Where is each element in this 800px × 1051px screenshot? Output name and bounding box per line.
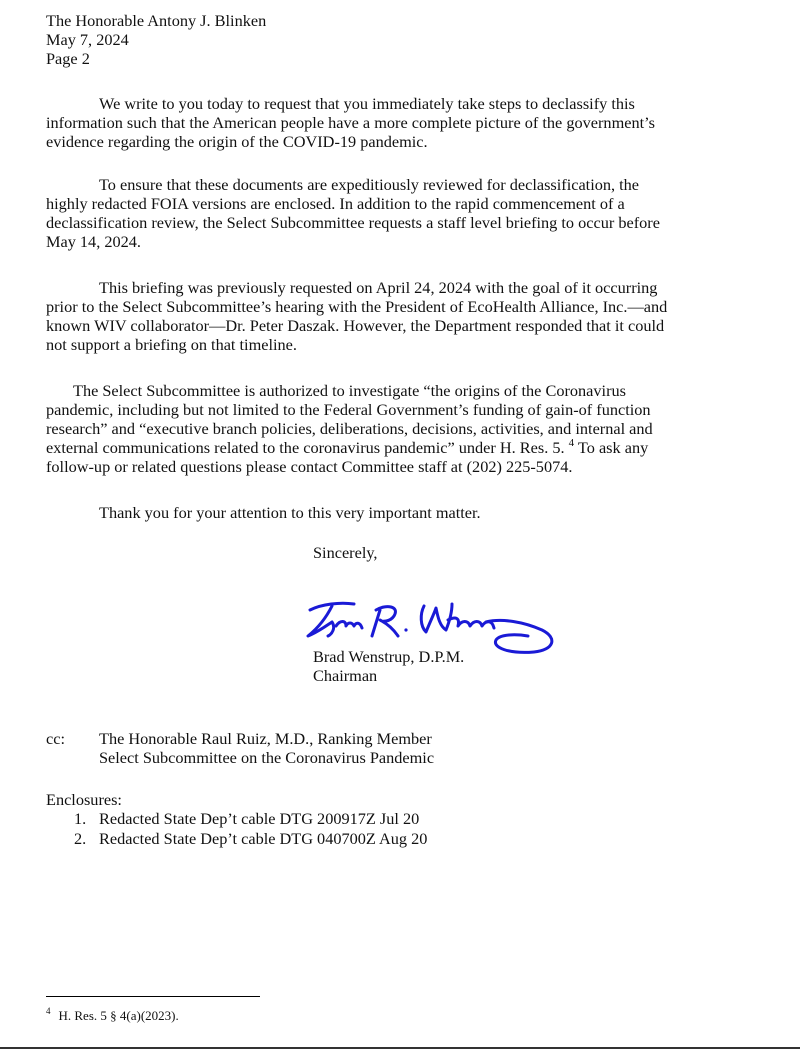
paragraph-2 xyxy=(46,175,746,251)
paragraph-line: May 14, 2024. xyxy=(46,232,141,251)
paragraph-line-tail: To ask any xyxy=(574,438,649,457)
page-number: Page 2 xyxy=(46,49,90,68)
paragraph-line: To ensure that these documents are expeditiously reviewed for declassification, the xyxy=(99,175,640,194)
enclosure-item: Redacted State Dep’t cable DTG 200917Z Jul 20 xyxy=(99,809,420,828)
paragraph-line-with-footnote xyxy=(46,438,746,457)
letter-header xyxy=(46,11,266,68)
footnote-text: H. Res. 5 § 4(a)(2023). xyxy=(58,1008,179,1023)
paragraph-line: We write to you today to request that you immediately take steps to declassify this xyxy=(99,94,635,113)
enclosure-number: 1. xyxy=(74,809,87,828)
closing-line: Thank you for your attention to this very important matter. xyxy=(99,503,481,522)
paragraph-line: evidence regarding the origin of the COVID-19 pandemic. xyxy=(46,132,428,151)
paragraph-4 xyxy=(46,381,746,476)
paragraph-line: known WIV collaborator—Dr. Peter Daszak. However, the Department responded that it could xyxy=(46,316,665,335)
enclosure-number: 2. xyxy=(74,829,87,848)
signer-title: Chairman xyxy=(313,666,378,685)
paragraph-line: declassification review, the Select Subcommittee requests a staff level briefing to occur before xyxy=(46,213,660,232)
recipient-name: The Honorable Antony J. Blinken xyxy=(46,11,267,30)
paragraph-line: follow-up or related questions please contact Committee staff at (202) 225-5074. xyxy=(46,457,573,476)
page-bottom-border xyxy=(0,1047,800,1049)
footnote-separator xyxy=(46,996,260,997)
enclosures-label: Enclosures: xyxy=(46,790,122,809)
paragraph-line: pandemic, including but not limited to the Federal Government’s funding of gain-of function xyxy=(46,400,651,419)
paragraph-line-text: external communications related to the coronavirus pandemic” under H. Res. 5. xyxy=(46,438,565,457)
cc-label: cc: xyxy=(46,729,65,748)
paragraph-line: prior to the Select Subcommittee’s hearing with the President of EcoHealth Alliance, Inc.—and xyxy=(46,297,668,316)
paragraph-line: research” and “executive branch policies, deliberations, decisions, activities, and internal and xyxy=(46,419,653,438)
paragraph-line: The Select Subcommittee is authorized to investigate “the origins of the Coronavirus xyxy=(73,381,626,400)
paragraph-line: information such that the American people have a more complete picture of the government’s xyxy=(46,113,655,132)
cc-line: The Honorable Raul Ruiz, M.D., Ranking Member xyxy=(99,729,432,748)
enclosure-item: Redacted State Dep’t cable DTG 040700Z Aug 20 xyxy=(99,829,428,848)
salutation: Sincerely, xyxy=(313,543,378,562)
paragraph-line: highly redacted FOIA versions are enclosed. In addition to the rapid commencement of a xyxy=(46,194,625,213)
paragraph-3 xyxy=(46,278,746,354)
paragraph-line: not support a briefing on that timeline. xyxy=(46,335,297,354)
footnote-mark: 4 xyxy=(46,1005,51,1016)
footnote xyxy=(46,1006,179,1025)
cc-line: Select Subcommittee on the Coronavirus Pandemic xyxy=(99,748,435,767)
signer-name: Brad Wenstrup, D.P.M. xyxy=(313,647,465,666)
paragraph-1 xyxy=(46,94,746,151)
footnote-reference[interactable]: 4 xyxy=(568,436,575,449)
paragraph-line: This briefing was previously requested on April 24, 2024 with the goal of it occurring xyxy=(99,278,658,297)
letter-date: May 7, 2024 xyxy=(46,30,129,49)
